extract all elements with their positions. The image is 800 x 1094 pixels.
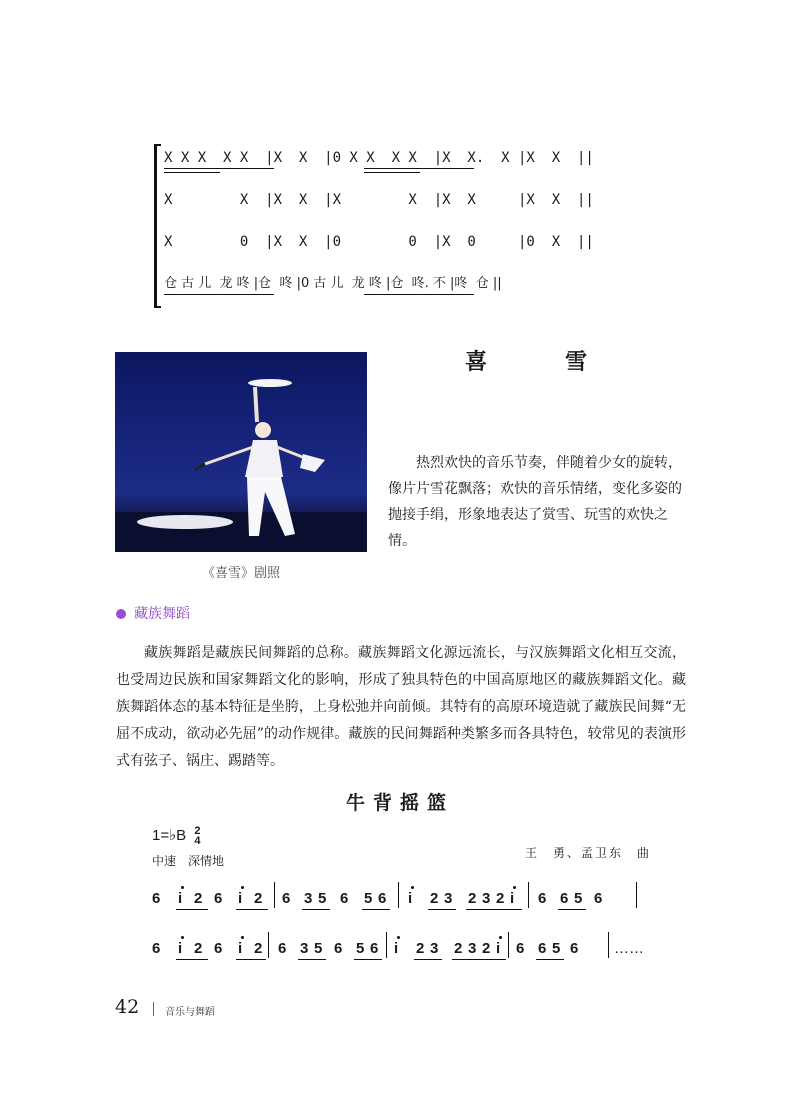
time-signature (194, 826, 200, 846)
score-underline (364, 172, 420, 173)
note: 2 (468, 890, 477, 907)
note: i (510, 890, 515, 907)
note: 5 (364, 890, 373, 907)
score-row-2: X X |X X |X X |X X |X X || (164, 192, 594, 208)
key-signature (152, 826, 200, 846)
octave-dot (411, 886, 414, 889)
note: 3 (300, 940, 309, 957)
section-title: 藏族舞蹈 (134, 606, 190, 622)
note: 6 (538, 940, 547, 957)
score-underline (164, 168, 274, 169)
score-row-1: X X X X X |X X |0 X X X X |X X. X |X X || (164, 150, 594, 166)
note: 6 (370, 940, 379, 957)
note: i (238, 940, 243, 957)
key-label: 1=♭B (152, 827, 187, 844)
note: 6 (378, 890, 387, 907)
note: 6 (334, 940, 343, 957)
time-top: 2 (194, 825, 201, 838)
continuation-mark: …… (614, 940, 644, 957)
bar-line (386, 932, 387, 958)
note: 3 (304, 890, 313, 907)
note: 6 (152, 940, 161, 957)
note: 2 (254, 940, 263, 957)
bar-line (528, 882, 529, 908)
note: 2 (482, 940, 491, 957)
note: 2 (430, 890, 439, 907)
note: i (408, 890, 413, 907)
beam (176, 959, 208, 960)
octave-dot (241, 886, 244, 889)
note: 6 (278, 940, 287, 957)
piece-title: 喜 雪 (464, 349, 615, 375)
composer-credit: 王 勇、孟卫东 曲 (525, 846, 652, 860)
dance-photo (115, 352, 367, 552)
score-row-4: 仓 古 儿 龙 咚 |仓 咚 |0 古 儿 龙 咚 |仓 咚. 不 |咚 仓 || (164, 276, 502, 291)
percussion-score (150, 140, 650, 310)
bar-line (636, 882, 637, 908)
note: 2 (194, 940, 203, 957)
beam (558, 909, 586, 910)
note: 5 (552, 940, 561, 957)
note: 2 (254, 890, 263, 907)
bar-line (268, 932, 269, 958)
beam (302, 909, 330, 910)
octave-dot (241, 936, 244, 939)
note: 6 (214, 940, 223, 957)
note: 6 (152, 890, 161, 907)
note: 6 (570, 940, 579, 957)
score-underline (164, 294, 274, 295)
note: 6 (538, 890, 547, 907)
score-underline (164, 172, 220, 173)
notation-line-1 (152, 890, 642, 910)
octave-dot (181, 936, 184, 939)
beam (536, 959, 564, 960)
note: 3 (444, 890, 453, 907)
photo-caption: 《喜雪》剧照 (201, 566, 280, 581)
page-number: 42 (115, 996, 140, 1018)
note: 6 (340, 890, 349, 907)
time-bottom: 4 (194, 835, 201, 848)
note: 6 (516, 940, 525, 957)
beam (236, 909, 268, 910)
tempo-marking: 中速 深情地 (152, 854, 225, 868)
note: 6 (282, 890, 291, 907)
bar-line (608, 932, 609, 958)
note: i (178, 940, 183, 957)
note: i (394, 940, 399, 957)
beam (414, 959, 442, 960)
beam (362, 909, 390, 910)
dancer-illustration (115, 352, 367, 552)
note: 3 (482, 890, 491, 907)
octave-dot (181, 886, 184, 889)
note: 5 (356, 940, 365, 957)
note: 2 (454, 940, 463, 957)
beam (298, 959, 326, 960)
beam (428, 909, 456, 910)
section-bullet-icon (116, 609, 126, 619)
note: 2 (194, 890, 203, 907)
footer-divider (153, 1002, 154, 1016)
octave-dot (499, 936, 502, 939)
octave-dot (513, 886, 516, 889)
book-title: 音乐与舞蹈 (165, 1007, 215, 1018)
score-bracket (154, 144, 161, 308)
note: i (496, 940, 501, 957)
bar-line (508, 932, 509, 958)
note: i (238, 890, 243, 907)
note: 6 (594, 890, 603, 907)
note: 6 (560, 890, 569, 907)
octave-dot (397, 936, 400, 939)
note: 3 (468, 940, 477, 957)
note: 2 (496, 890, 505, 907)
beam (466, 909, 522, 910)
section-paragraph: 藏族舞蹈是藏族民间舞蹈的总称。藏族舞蹈文化源远流长，与汉族舞蹈文化相互交流，也受周边民族和国家舞蹈文化的影响，形成了独具特色的中国高原地区的藏族舞蹈文化。藏族舞蹈体态的基本特征是坐胯，上身松弛并向前倾。其特有的高原环境造就了藏族民间舞“无屈不成动，欲动必先屈”的动作规律。藏族的民间舞蹈种类繁多而各具特色，较常见的表演形式有弦子、锅庄、踢踏等。 (116, 645, 686, 769)
note: 2 (416, 940, 425, 957)
score-underline (364, 294, 474, 295)
note: 5 (314, 940, 323, 957)
beam (452, 959, 506, 960)
score-row-3: X 0 |X X |0 0 |X 0 |0 X || (164, 234, 594, 250)
notation-line-2 (152, 940, 642, 960)
note: 6 (214, 890, 223, 907)
bar-line (274, 882, 275, 908)
beam (236, 959, 266, 960)
note: i (178, 890, 183, 907)
note: 5 (574, 890, 583, 907)
beam (354, 959, 382, 960)
bar-line (398, 882, 399, 908)
note: 3 (430, 940, 439, 957)
score-underline (364, 168, 474, 169)
beam (176, 909, 208, 910)
piece-description: 热烈欢快的音乐节奏，伴随着少女的旋转，像片片雪花飘落；欢快的音乐情绪，变化多姿的抛接手绢，形象地表达了赏雪、玩雪的欢快之情。 (388, 455, 682, 549)
song-title: 牛背摇篮 (345, 792, 454, 814)
note: 5 (318, 890, 327, 907)
